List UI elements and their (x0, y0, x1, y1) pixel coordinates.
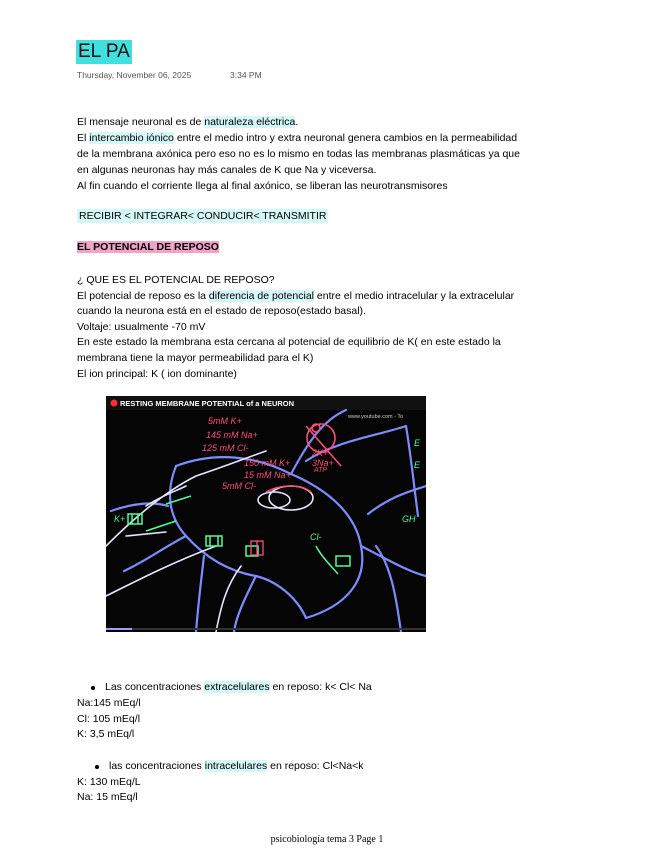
pink-label: 2K+ (312, 448, 329, 458)
pink-label: 3Na+ (312, 458, 334, 468)
note-time: 3:34 PM (230, 70, 262, 80)
note-title[interactable]: EL PA (78, 41, 130, 62)
text-line[interactable]: en algunas neuronas hay más canales de K que Na y viceversa. (77, 164, 377, 176)
note-date: Thursday, November 06, 2025 (77, 70, 192, 80)
highlight-text: intracelulares (204, 760, 268, 772)
text-run: Las concentraciones (105, 681, 205, 693)
pink-label: 5mM Cl- (222, 481, 256, 491)
text-line[interactable]: Al fin cuando el corriente llega al final axónico, se liberan las neurotransmisores (77, 180, 448, 192)
text-line[interactable]: de la membrana axónica pero eso no es lo mismo en todas las membranas plasmáticas ya que (77, 148, 520, 160)
pink-label: ATP (314, 467, 328, 474)
text-line[interactable]: Voltaje: usualmente -70 mV (77, 321, 206, 333)
video-progress (106, 628, 132, 630)
value-line[interactable]: Cl: 105 mEq/l (77, 713, 141, 725)
text-line[interactable] (77, 289, 514, 304)
section-heading-line[interactable] (77, 240, 219, 255)
green-label: K+ (114, 514, 126, 524)
green-label: GH (402, 514, 416, 524)
pink-label: 5mM K+ (208, 416, 242, 426)
bullet-icon (95, 765, 99, 769)
page-footer: psicobiología tema 3 Page 1 (270, 834, 384, 845)
bullet-item[interactable] (109, 759, 364, 774)
steps-highlight: RECIBIR < INTEGRAR< CONDUCIR< TRANSMITIR (79, 210, 327, 222)
section-heading: EL POTENCIAL DE REPOSO (77, 241, 219, 253)
pink-label: 15 mM Na+ (244, 470, 291, 480)
value-line[interactable]: K: 3,5 mEq/l (77, 728, 135, 740)
green-label: E (414, 460, 421, 470)
value-line[interactable]: Na:145 mEq/l (77, 697, 141, 709)
highlight-text: diferencia de potencial (208, 290, 314, 302)
text-line[interactable]: membrana tiene la mayor permeabilidad para el K) (77, 352, 314, 364)
video-thumbnail[interactable] (106, 396, 426, 632)
pink-label: 125 mM Cl- (202, 443, 249, 453)
video-source: www.youtube.com - To (348, 414, 404, 420)
text-run: entre el medio intro y extra neuronal genera cambios en la permeabilidad (173, 132, 518, 144)
text-run: en reposo: k< Cl< Na (269, 681, 372, 693)
green-label: Cl- (310, 532, 322, 542)
text-line[interactable] (77, 115, 298, 130)
video-title: RESTING MEMBRANE POTENTIAL of a NEURON (120, 399, 295, 408)
bullet-icon (91, 686, 95, 690)
text-line[interactable]: cuando la neurona está en el estado de reposo(estado basal). (77, 305, 366, 317)
value-line[interactable]: K: 130 mEq/L (77, 776, 141, 788)
text-run: El mensaje neuronal es de (77, 116, 205, 128)
bullet-item[interactable] (105, 680, 372, 695)
highlight-text: intercambio iónico (89, 132, 174, 144)
text-run: entre el medio intracelular y la extracelular (314, 290, 515, 302)
value-line[interactable]: Na: 15 mEq/l (77, 791, 138, 803)
highlight-text: naturaleza eléctrica (204, 116, 296, 128)
text-run: El potencial de reposo es la (77, 290, 209, 302)
text-run: El (77, 132, 90, 144)
text-line[interactable]: El ion principal: K ( ion dominante) (77, 368, 237, 380)
green-label: E (414, 438, 421, 448)
neuron-drawing (106, 396, 426, 632)
text-run: . (295, 116, 299, 128)
text-line[interactable]: En este estado la membrana esta cercana al potencial de equilibrio de K( en este estado la (77, 336, 501, 348)
text-run: las concentraciones (109, 760, 205, 772)
text-line[interactable]: ¿ QUE ES EL POTENCIAL DE REPOSO? (77, 274, 275, 286)
text-line[interactable] (77, 131, 517, 146)
pink-label: 145 mM Na+ (206, 430, 258, 440)
highlight-text: extracelulares (204, 681, 270, 693)
steps-line[interactable] (77, 209, 328, 224)
text-run: en reposo: Cl<Na<k (267, 760, 364, 772)
video-play-icon (111, 400, 118, 407)
pink-label: 150 mM K+ (244, 458, 291, 468)
